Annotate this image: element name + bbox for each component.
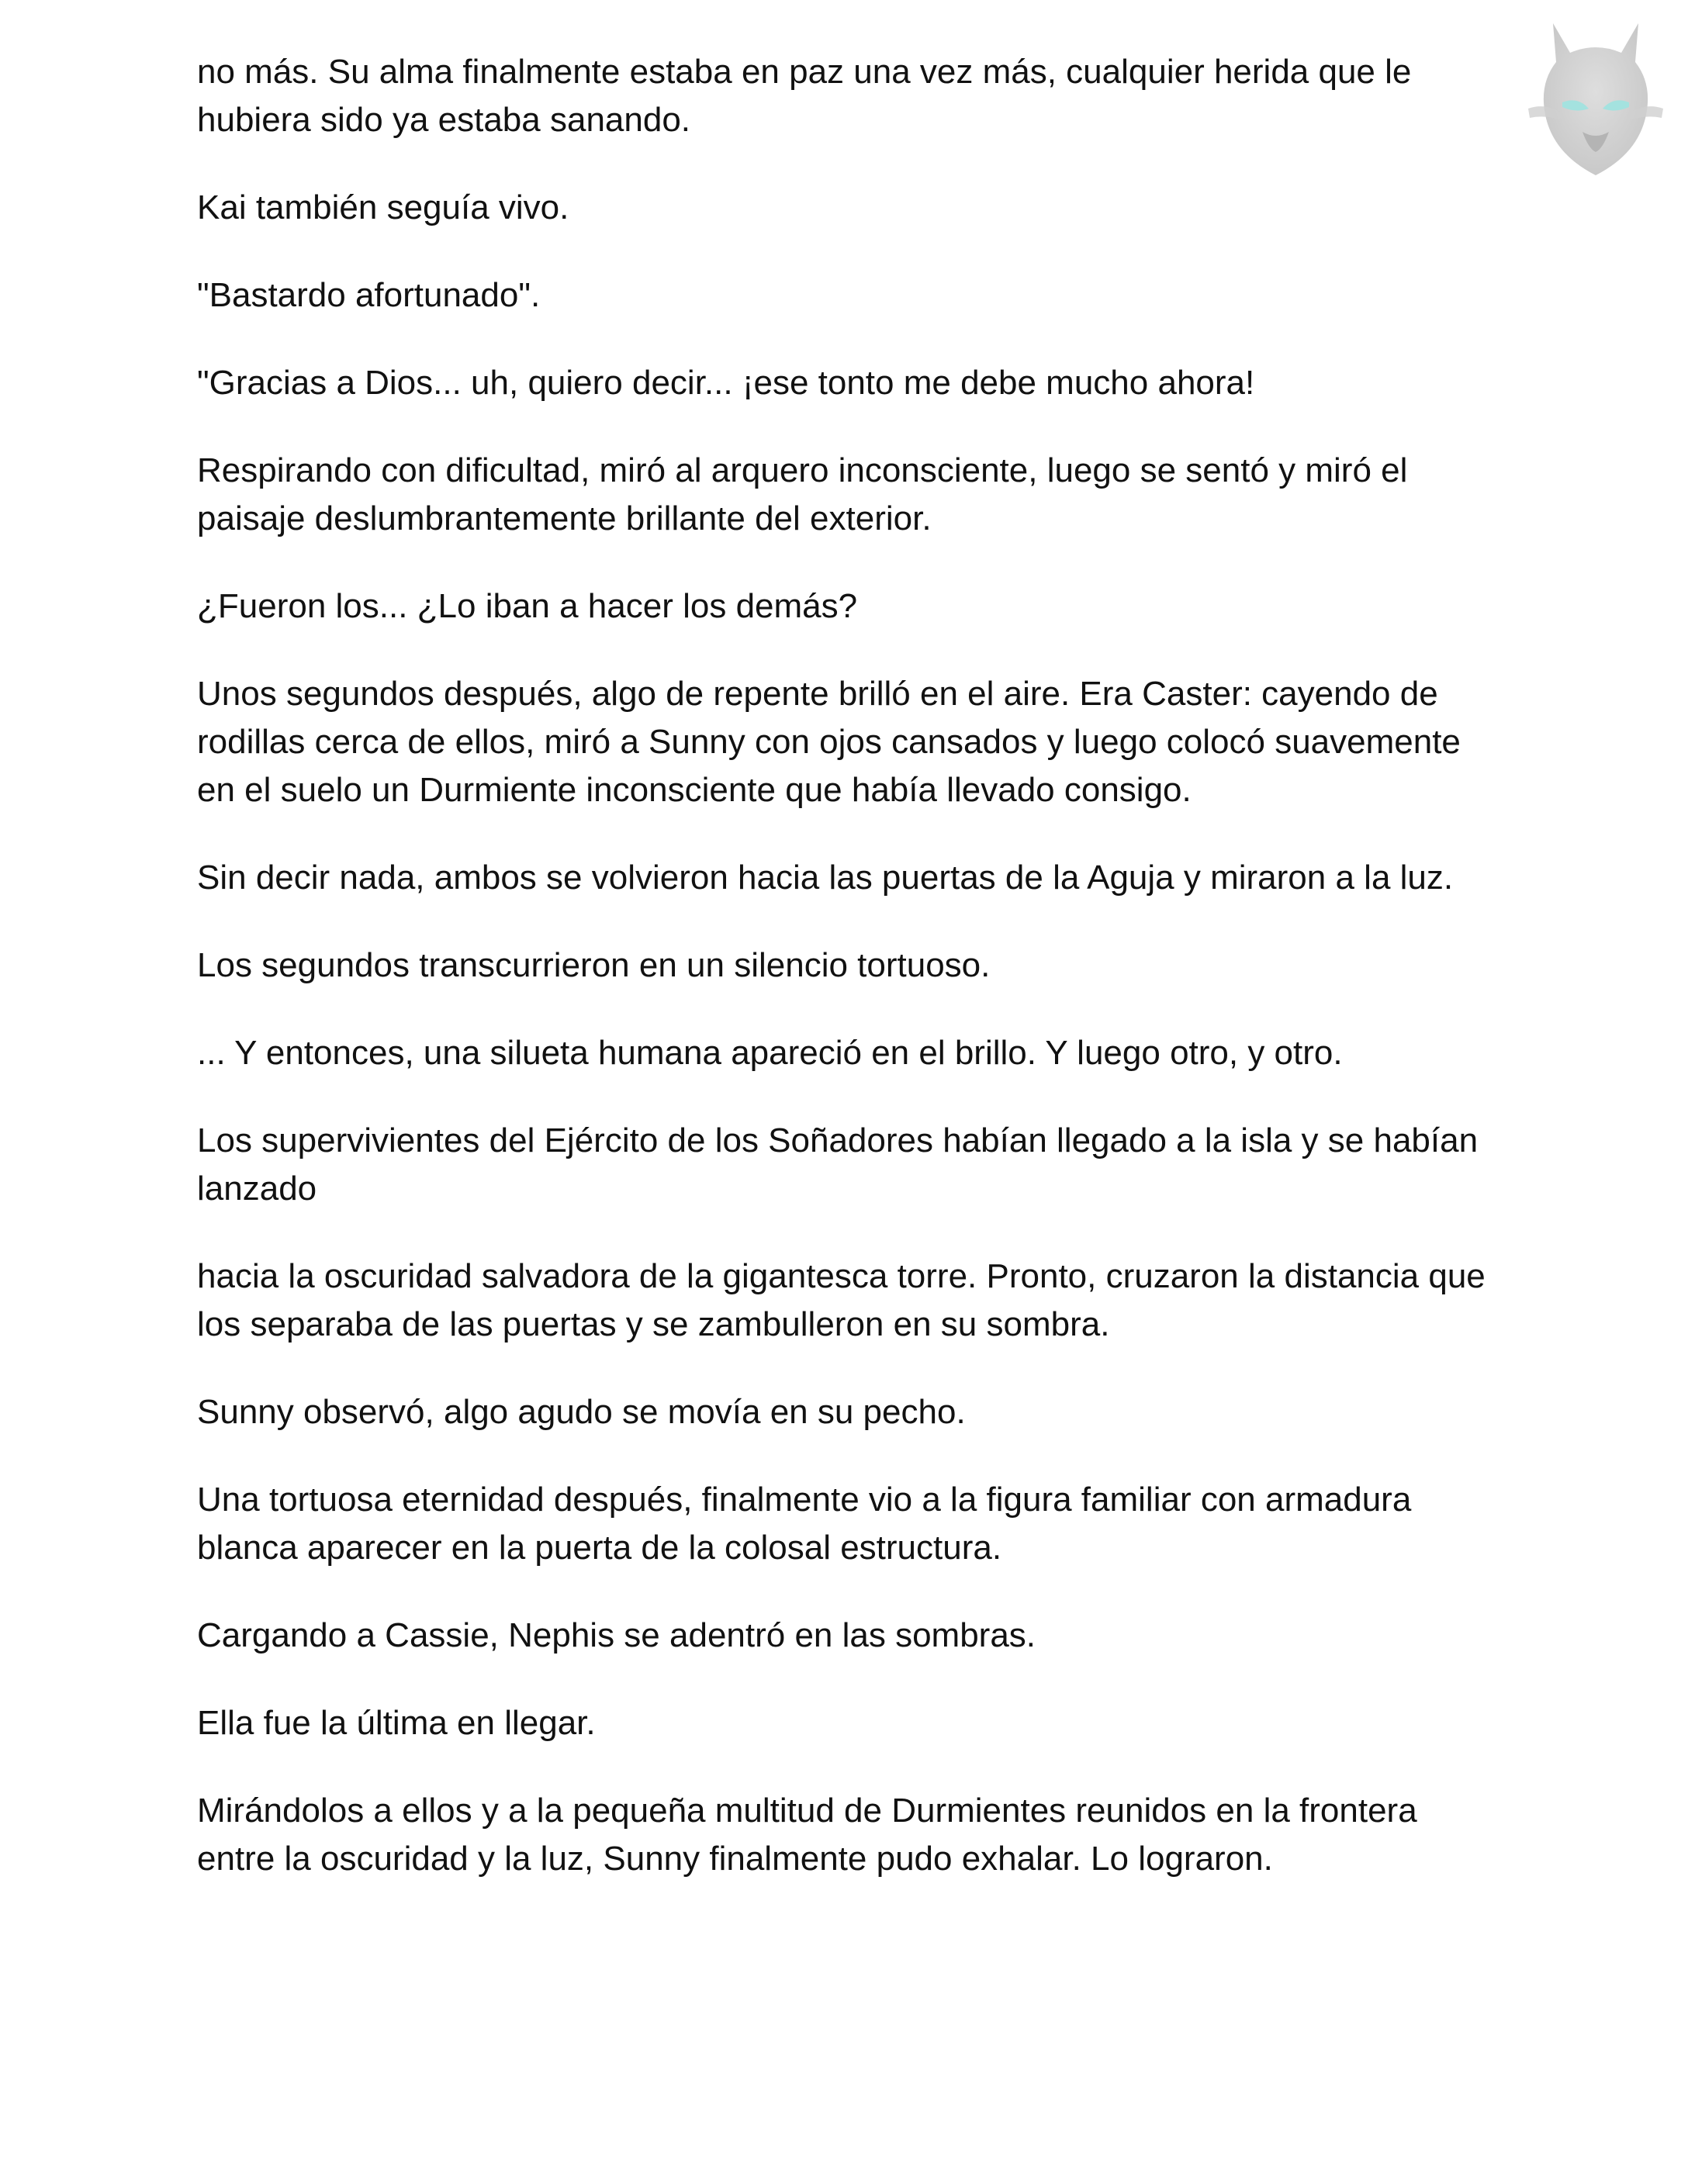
paragraph: Mirándolos a ellos y a la pequeña multitud de Durmientes reunidos en la frontera entre la oscuridad y la luz, Sunny finalmente pudo exhalar. Lo lograron. xyxy=(197,1792,1417,1878)
paragraph: Unos segundos después, algo de repente brilló en el aire. Era Caster: cayendo de rodillas cerca de ellos, miró a Sunny con ojos cansados y luego colocó suavemente en el suelo un Durmiente inconsciente que había llevado consigo. xyxy=(197,675,1461,809)
paragraph: Los supervivientes del Ejército de los Soñadores habían llegado a la isla y se habían lanzado xyxy=(197,1121,1479,1208)
paragraph: Los segundos transcurrieron en un silencio tortuoso. xyxy=(197,946,991,984)
paragraph: hacia la oscuridad salvadora de la gigantesca torre. Pronto, cruzaron la distancia que los separaba de las puertas y se zambulleron en su sombra. xyxy=(197,1257,1486,1343)
demon-head-icon xyxy=(1522,16,1669,186)
paragraph: Kai también seguía vivo. xyxy=(197,188,569,226)
paragraph: Ella fue la última en llegar. xyxy=(197,1704,596,1742)
paragraph: "Bastardo afortunado". xyxy=(197,276,541,314)
paragraph: no más. Su alma finalmente estaba en paz una vez más, cualquier herida que le hubiera sido ya estaba sanando. xyxy=(197,53,1412,139)
body-text xyxy=(197,48,1500,1923)
paragraph: ¿Fueron los... ¿Lo iban a hacer los demás? xyxy=(197,587,858,625)
paragraph: Una tortuosa eternidad después, finalmente vio a la figura familiar con armadura blanca aparecer en la puerta de la colosal estructura. xyxy=(197,1481,1412,1567)
paragraph: Sin decir nada, ambos se volvieron hacia las puertas de la Aguja y miraron a la luz. xyxy=(197,859,1454,897)
paragraph: Sunny observó, algo agudo se movía en su pecho. xyxy=(197,1393,966,1431)
paragraph: Cargando a Cassie, Nephis se adentró en las sombras. xyxy=(197,1616,1036,1654)
paragraph: "Gracias a Dios... uh, quiero decir... ¡ese tonto me debe mucho ahora! xyxy=(197,364,1255,402)
paragraph: ... Y entonces, una silueta humana apareció en el brillo. Y luego otro, y otro. xyxy=(197,1034,1343,1072)
paragraph: Respirando con dificultad, miró al arquero inconsciente, luego se sentó y miró el paisaje deslumbrantemente brillante del exterior. xyxy=(197,451,1408,537)
